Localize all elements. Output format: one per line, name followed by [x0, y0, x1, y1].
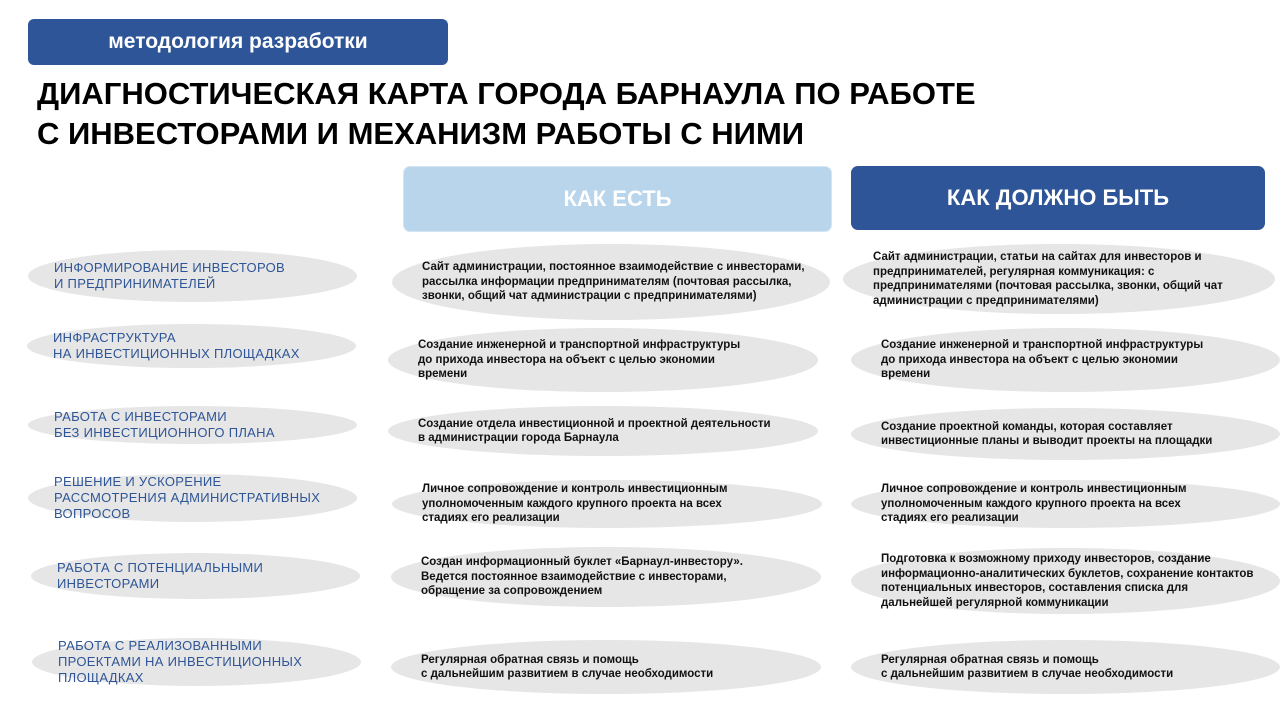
to-be-text: Создание инженерной и транспортной инфраструктуры до прихода инвестора на объект с целью экономии времени: [881, 339, 1204, 381]
row-label-potential-investors: [31, 553, 360, 599]
page-title: ДИАГНОСТИЧЕСКАЯ КАРТА ГОРОДА БАРНАУЛА ПО РАБОТЕ С ИНВЕСТОРАМИ И МЕХАНИЗМ РАБОТЫ С НИМИ: [37, 76, 976, 151]
row-label-infrastructure: [27, 324, 356, 368]
to-be-cell-infrastructure: [851, 328, 1280, 392]
row-label-text: ИНФРАСТРУКТУРА НА ИНВЕСТИЦИОННЫХ ПЛОЩАДКАХ: [53, 330, 300, 361]
as-is-text: Создание инженерной и транспортной инфраструктуры до прихода инвестора на объект с целью экономии времени: [418, 339, 741, 381]
as-is-text: Создание отдела инвестиционной и проектной деятельности в администрации города Барнаула: [418, 417, 771, 444]
as-is-cell-informing: [392, 244, 830, 320]
column-header-as-is: КАК ЕСТЬ: [403, 166, 832, 232]
row-label-text: РАБОТА С ПОТЕНЦИАЛЬНЫМИ ИНВЕСТОРАМИ: [57, 560, 264, 591]
row-label-text: РЕШЕНИЕ И УСКОРЕНИЕ РАССМОТРЕНИЯ АДМИНИСТРАТИВНЫХ ВОПРОСОВ: [54, 474, 321, 521]
to-be-cell-informing: [843, 244, 1275, 314]
as-is-text: Регулярная обратная связь и помощь с дальнейшим развитием в случае необходимости: [421, 653, 714, 680]
row-label-implemented-projects: [32, 638, 361, 686]
to-be-text: Сайт администрации, статьи на сайтах для инвесторов и предпринимателей, регулярная коммуникация: с предпринимателями (почтовая рассылка, звонки, общий чат администрации с предпринимателями): [873, 251, 1223, 307]
to-be-cell-implemented-projects: [851, 640, 1280, 694]
as-is-cell-admin-issues: [392, 480, 822, 528]
as-is-text: Личное сопровождение и контроль инвестиционным уполномоченным каждого крупного проекта на всех стадиях его реализации: [422, 483, 728, 525]
row-label-text: ИНФОРМИРОВАНИЕ ИНВЕСТОРОВ И ПРЕДПРИНИМАТЕЛЕЙ: [54, 260, 286, 291]
to-be-cell-potential-investors: [851, 548, 1280, 614]
row-label-admin-issues: [28, 474, 357, 522]
to-be-cell-admin-issues: [851, 480, 1280, 528]
row-label-informing: [28, 250, 357, 302]
as-is-cell-potential-investors: [391, 547, 821, 607]
row-label-text: РАБОТА С РЕАЛИЗОВАННЫМИ ПРОЕКТАМИ НА ИНВЕСТИЦИОННЫХ ПЛОЩАДКАХ: [58, 638, 303, 685]
as-is-cell-infrastructure: [388, 328, 818, 392]
as-is-text: Сайт администрации, постоянное взаимодействие с инвесторами, рассылка информации предпринимателям (почтовая рассылка, звонки, общий чат администрации с предпринимателями): [422, 261, 805, 303]
as-is-cell-no-plan: [388, 406, 818, 456]
to-be-cell-no-plan: [851, 408, 1280, 460]
column-header-to-be: КАК ДОЛЖНО БЫТЬ: [851, 166, 1265, 230]
section-badge: методология разработки: [28, 19, 448, 65]
as-is-text: Создан информационный буклет «Барнаул-инвестору». Ведется постоянное взаимодействие с инвесторами, обращение за сопровождением: [421, 556, 743, 598]
to-be-text: Подготовка к возможному приходу инвесторов, создание информационно-аналитических буклетов, сохранение контактов потенциальных инвесторов, составления списка для дальнейшей регулярной коммуникации: [881, 553, 1254, 609]
to-be-text: Регулярная обратная связь и помощь с дальнейшим развитием в случае необходимости: [881, 653, 1174, 680]
to-be-text: Создание проектной команды, которая составляет инвестиционные планы и выводит проекты на площадки: [881, 420, 1213, 447]
to-be-text: Личное сопровождение и контроль инвестиционным уполномоченным каждого крупного проекта на всех стадиях его реализации: [881, 483, 1187, 525]
as-is-cell-implemented-projects: [391, 640, 821, 694]
row-label-text: РАБОТА С ИНВЕСТОРАМИ БЕЗ ИНВЕСТИЦИОННОГО ПЛАНА: [54, 409, 275, 440]
row-label-no-plan: [28, 406, 357, 444]
